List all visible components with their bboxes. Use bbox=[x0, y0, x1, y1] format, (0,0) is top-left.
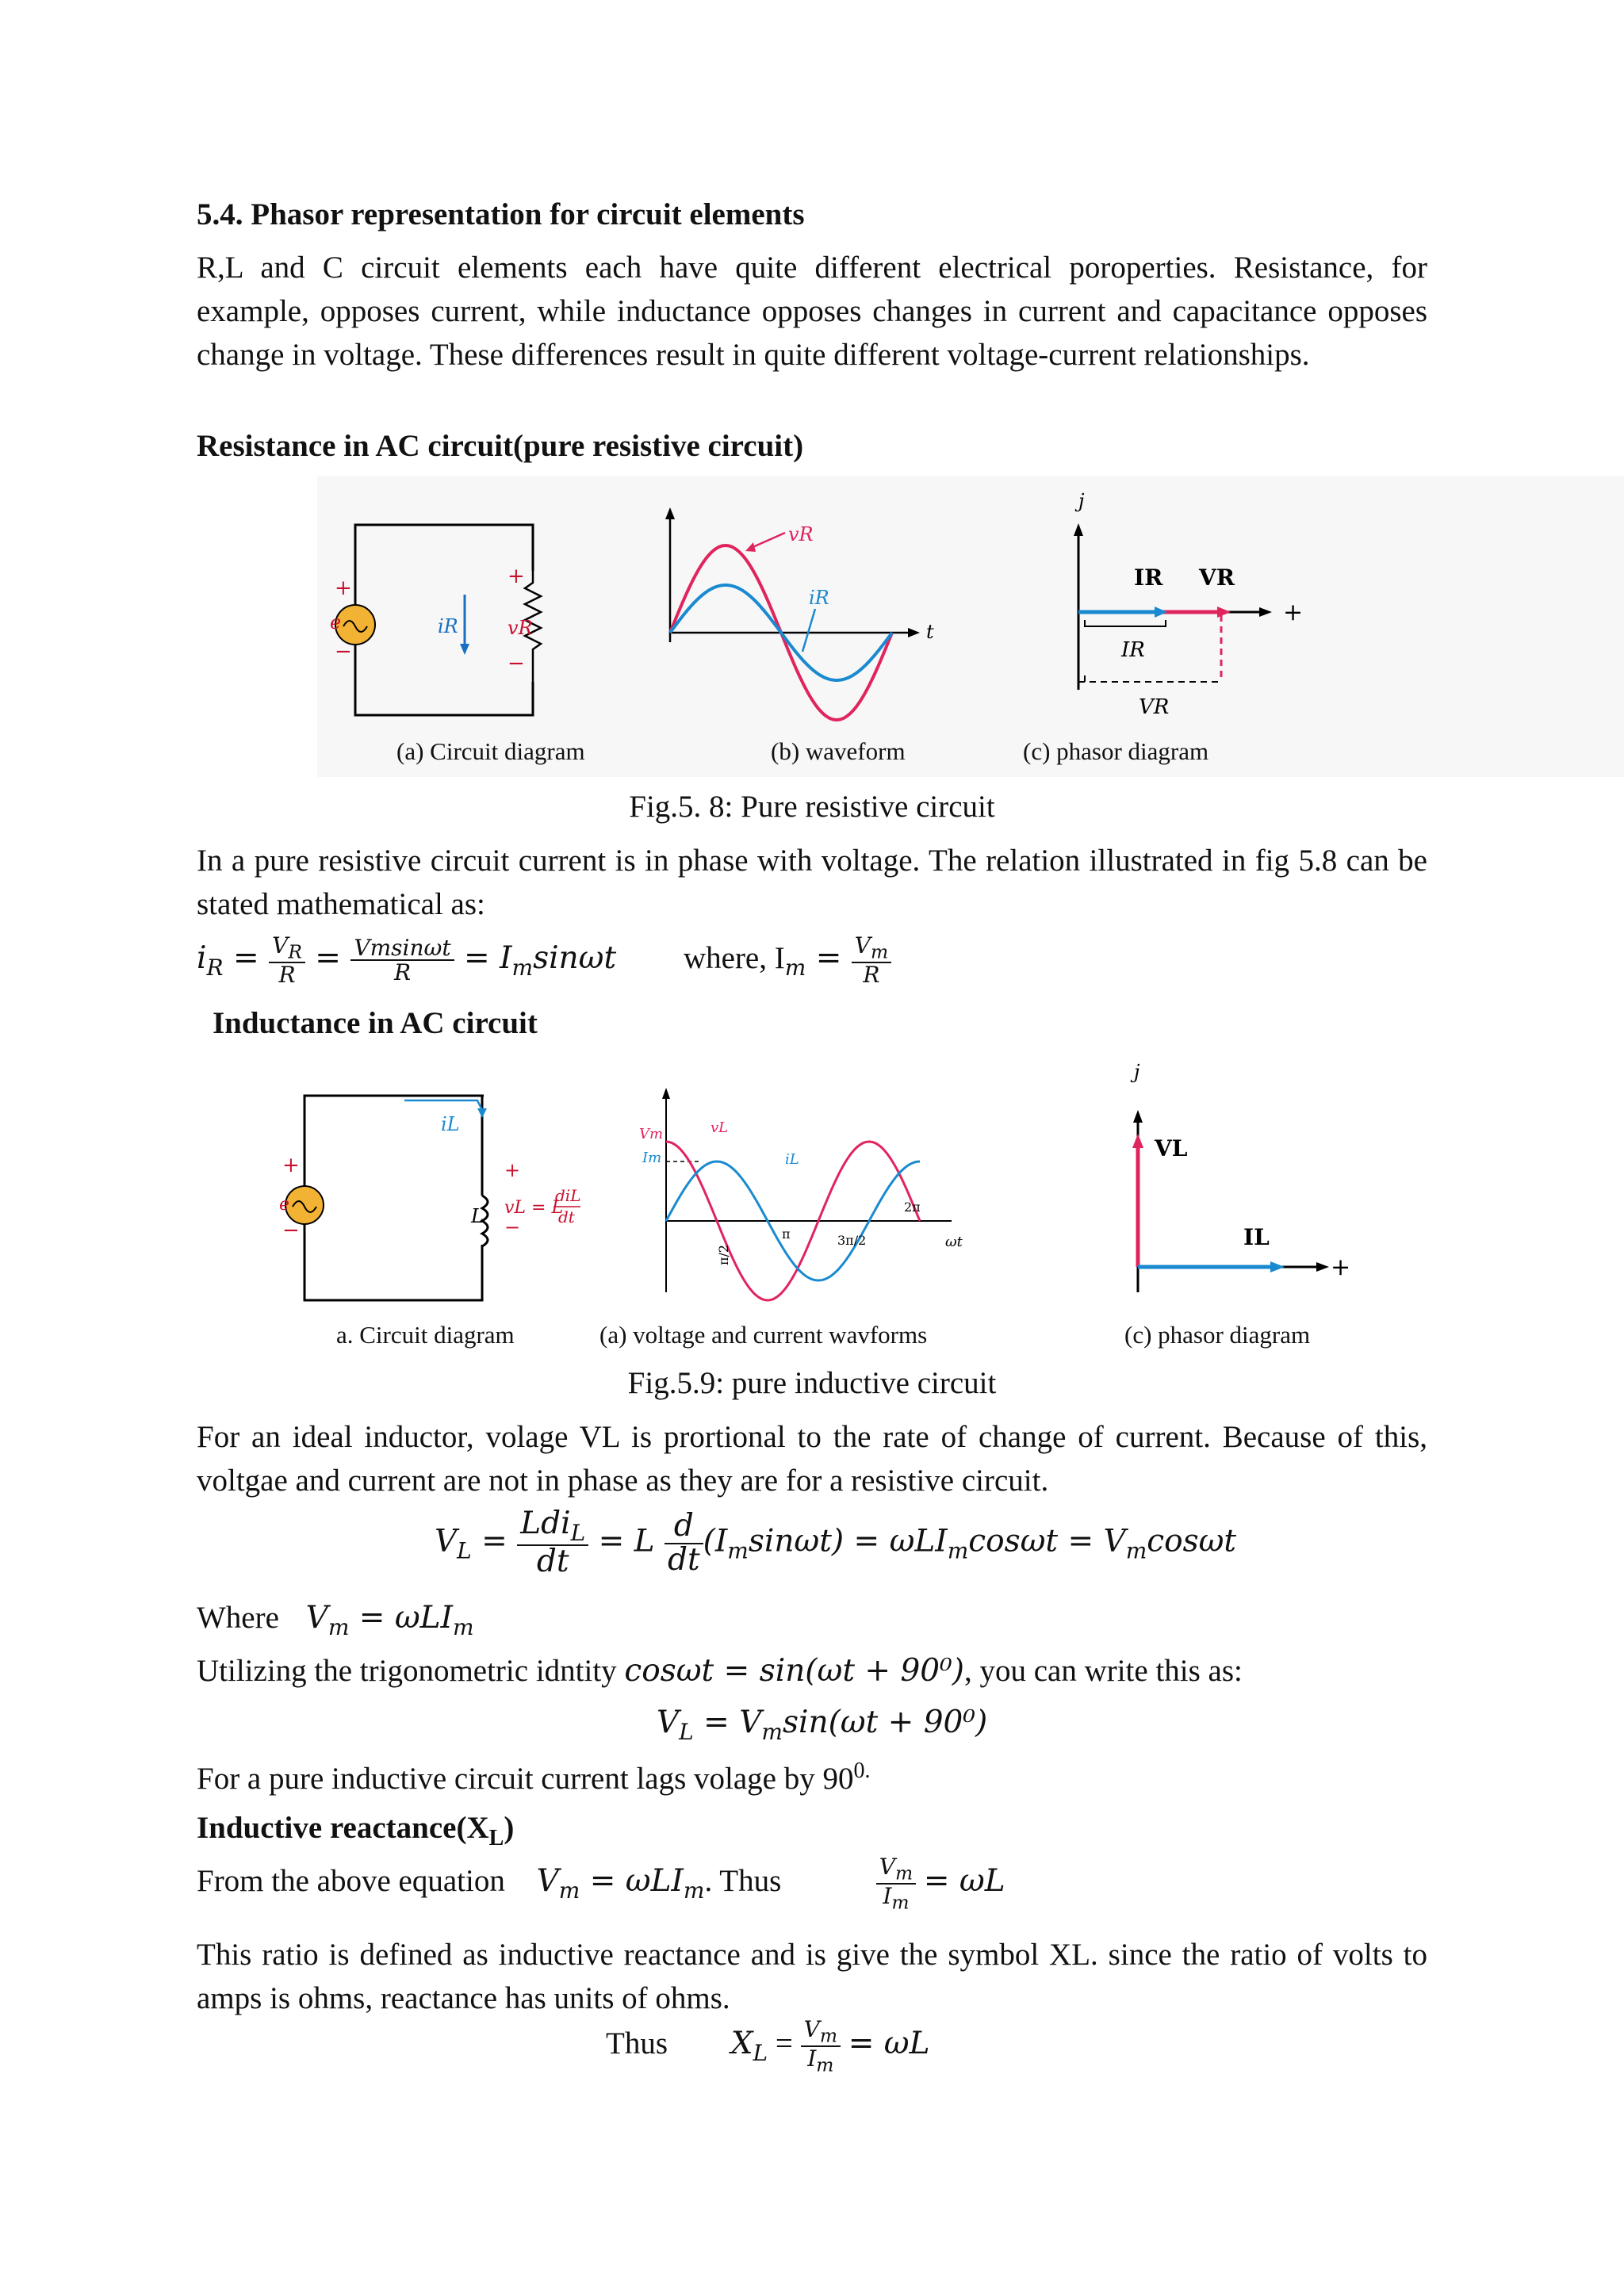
trig-equation: $V_L = V_m\sin(\omega t + 90^0)$ bbox=[657, 1705, 988, 1745]
label-ir-wave: iR bbox=[809, 587, 829, 609]
fig58-caption: Fig.5. 8: Pure resistive circuit bbox=[629, 790, 995, 824]
label-e-ind: e bbox=[279, 1195, 290, 1215]
label-vm: Vm bbox=[639, 1126, 664, 1142]
inductive-circuit-diagram bbox=[279, 1096, 580, 1300]
section-heading: 5.4. Phasor representation for circuit elements bbox=[197, 197, 805, 232]
fig59-sub-a: a. Circuit diagram bbox=[336, 1321, 515, 1349]
fig58-sub-b: (b) waveform bbox=[771, 737, 906, 765]
label-dt-ind: dt bbox=[558, 1207, 575, 1226]
label-wt: ωt bbox=[945, 1234, 963, 1250]
label-vl-eq: vL = L bbox=[504, 1198, 564, 1218]
label-plus-axis: + bbox=[1283, 599, 1304, 626]
lag-line: For a pure inductive circuit current lags volage by $90^{0.}$ bbox=[197, 1758, 871, 1796]
label-vr-mag: VR bbox=[1139, 695, 1170, 719]
resistance-heading: Resistance in AC circuit(pure resistive circuit) bbox=[197, 429, 804, 463]
resistive-phasor-diagram bbox=[1074, 490, 1303, 719]
fig59-sub-c: (c) phasor diagram bbox=[1124, 1321, 1311, 1349]
label-plus-source: + bbox=[335, 576, 352, 600]
where-line: Where $V_m = \omega LI_m$ bbox=[197, 1600, 474, 1640]
intro-paragraph: R,L and C circuit elements each have quite different electrical poroperties. Resistance, for example, opposes current, while inductance opposes changes in current and capacitance opposes change in voltage. These differences result in quite different voltage-current relationships. bbox=[197, 251, 1427, 372]
fig59-sub-b: (a) voltage and current wavforms bbox=[599, 1321, 928, 1349]
label-vr-phasor: VR bbox=[1199, 564, 1235, 591]
label-3pi2: 3π/2 bbox=[837, 1233, 867, 1248]
fig58-sub-a: (a) Circuit diagram bbox=[396, 737, 585, 765]
label-ir-phasor: IR bbox=[1134, 564, 1163, 591]
label-2pi: 2π bbox=[904, 1200, 921, 1215]
label-minus-source: − bbox=[335, 640, 352, 664]
label-j: j bbox=[1078, 490, 1085, 512]
fig58-sub-c: (c) phasor diagram bbox=[1023, 737, 1209, 765]
reactance-text: This ratio is defined as inductive reactance and is give the symbol XL. since the ratio of volts to amps is ohms, reactance has units of ohms. bbox=[197, 1938, 1427, 2015]
final-equation: Thus $X_L$ = $\frac{V_m}{I_m}$ = ωL bbox=[606, 2016, 930, 2076]
resistive-circuit-diagram bbox=[330, 525, 544, 715]
label-il-phasor: IL bbox=[1243, 1224, 1270, 1250]
label-pi: π bbox=[782, 1226, 791, 1242]
label-minus-source-ind: − bbox=[282, 1219, 300, 1242]
label-minus-ind: − bbox=[504, 1216, 521, 1238]
label-ir-mag: IR bbox=[1121, 638, 1145, 662]
label-minus-resistor: − bbox=[508, 652, 525, 675]
label-l: L bbox=[471, 1205, 484, 1227]
label-dil: diL bbox=[555, 1186, 581, 1205]
reactance-heading: Inductive $reactance(X_L)$ bbox=[197, 1811, 515, 1850]
label-ir-circuit: iR bbox=[438, 615, 458, 637]
label-pi2: π/2 bbox=[716, 1244, 731, 1265]
label-il-circuit: iL bbox=[441, 1113, 460, 1135]
trig-line: Utilizing the trigonometric idntity cosωt = sin(ωt + 90⁰), you can write this as: bbox=[197, 1653, 1243, 1689]
label-plus-source-ind: + bbox=[282, 1154, 300, 1177]
inductive-waveform bbox=[639, 1088, 963, 1300]
figure-5-9 bbox=[270, 1054, 1380, 1340]
inductor-text: For an ideal inductor, volage VL is prortional to the rate of change of current. Because of this, voltgae and current are not in phase as they are for a resistive circuit. bbox=[197, 1420, 1427, 1498]
label-vr-wave: vR bbox=[788, 523, 814, 545]
label-vl-wave: vL bbox=[710, 1119, 729, 1136]
resistive-text: In a pure resistive circuit current is in phase with voltage. The relation illustrated in fig 5.8 can be stated mathematical as: bbox=[197, 844, 1427, 921]
label-im: Im bbox=[642, 1150, 662, 1166]
label-plus-resistor: + bbox=[508, 564, 525, 588]
label-plus-ind: + bbox=[504, 1159, 521, 1181]
label-vr-circuit: vR bbox=[508, 617, 533, 639]
label-e: e bbox=[330, 611, 342, 633]
label-j-ind: j bbox=[1134, 1061, 1140, 1083]
label-plus-axis-ind: + bbox=[1331, 1253, 1351, 1281]
resistive-equation: $i_R$ = $\frac{V_R}{R}$ = $\frac{Vmsin\omega t}{R}$ = $I_m\sin\omega t$ where, $I_m$ = $\frac{V_m}{R}$ bbox=[197, 934, 891, 986]
label-vl-phasor: VL bbox=[1155, 1135, 1188, 1161]
label-il-wave: iL bbox=[785, 1151, 799, 1168]
fig59-caption: Fig.5.9: pure inductive circuit bbox=[627, 1366, 997, 1400]
inductor-equation: $V_L$ = $\frac{Ldi_L}{dt}$ = L $\frac{d}{dt}$ $(I_m\sin\omega t) = \omega LI_m\cos\omega t = V_m\cos\omega t$ bbox=[435, 1506, 1237, 1580]
inductance-heading: Inductance in AC circuit bbox=[213, 1006, 538, 1040]
above-equation-line: From the above equation $V_m = \omega LI_m$. Thus $\frac{V_m}{I_m}$ = ωL bbox=[197, 1854, 1005, 1914]
inductive-phasor-diagram bbox=[1130, 1061, 1350, 1292]
figure-5-8 bbox=[317, 476, 1624, 777]
resistive-waveform bbox=[665, 507, 934, 720]
label-t: t bbox=[926, 621, 934, 643]
